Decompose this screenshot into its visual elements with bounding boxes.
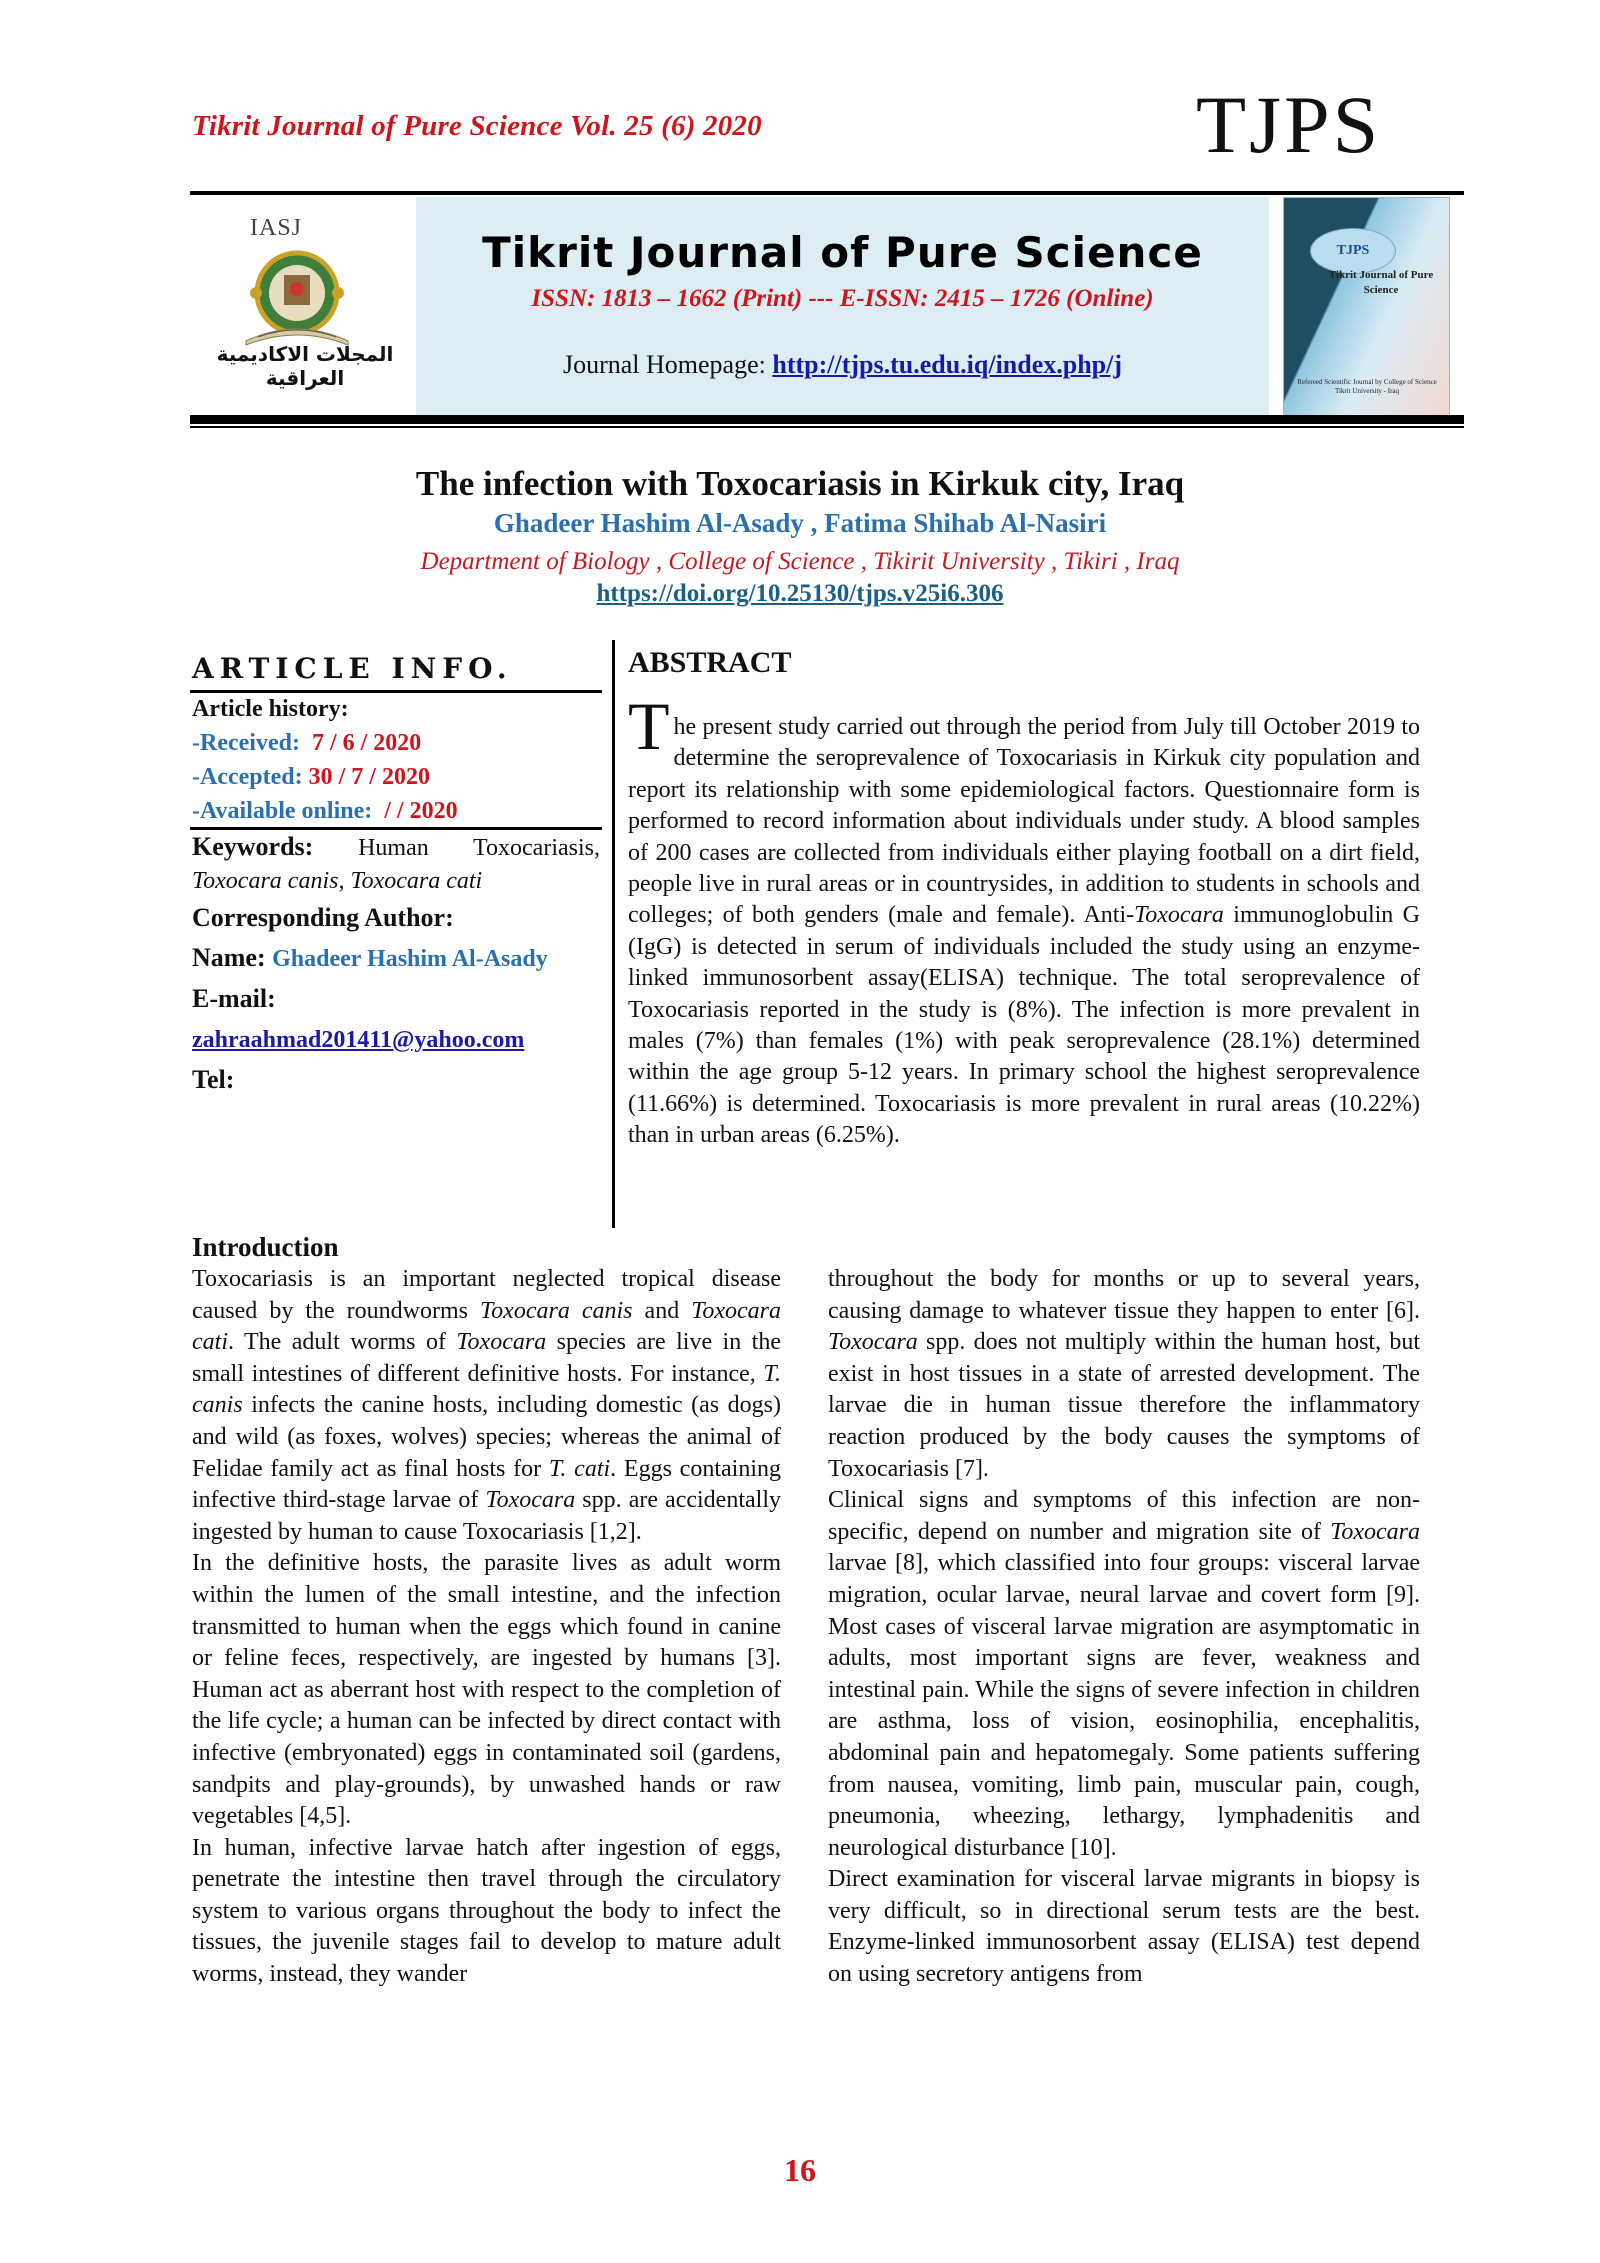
cover-oval-label: TJPS <box>1310 228 1396 274</box>
iasj-emblem-icon <box>238 245 356 353</box>
keywords-line1: Human Toxocariasis, <box>358 835 600 861</box>
journal-homepage <box>416 350 1269 380</box>
keywords-line2: Toxocara canis, Toxocara cati <box>192 868 483 894</box>
received-date: 7 / 6 / 2020 <box>311 730 422 756</box>
running-head: Tikrit Journal of Pure Science Vol. 25 (6) 2020 <box>192 110 762 142</box>
name-label: Name: <box>192 943 266 972</box>
homepage-label: Journal Homepage: <box>562 350 773 379</box>
article-title: The infection with Toxocariasis in Kirkuk city, Iraq <box>415 464 1185 503</box>
article-affiliation: Department of Biology , College of Science , Tikirit University , Tikiri , Iraq <box>420 548 1180 575</box>
article-doi <box>0 580 1600 608</box>
iasj-logo-label: IASJ <box>250 215 303 241</box>
cover-title: Tikrit Journal of Pure Science <box>1328 269 1434 296</box>
intro-paragraph: Toxocariasis is an important neglected tropical disease caused by the roundworms Toxocara canis and Toxocara cati. The adult worms of Toxocara species are live in the small intestines of different definitive hosts. For instance, T. canis infects the canine hosts, including domestic (as dogs) and wild (as foxes, wolves) species; whereas the animal of Felidae family act as final hosts for T. cati. Eggs containing infective third-stage larvae of Toxocara spp. are accidentally ingested by human to cause Toxocariasis [1,2]. <box>192 1266 782 1545</box>
intro-paragraph: throughout the body for months or up to several years, causing damage to whatever tissue they happen to enter [6]. Toxocara spp. does not multiply within the human host, but exist in host tissues in a state of arrested development. The larvae die in human tissue therefore the inflammatory reaction produced by the body causes the symptoms of Toxocariasis [7]. <box>828 1266 1420 1482</box>
email-label: E-mail: <box>192 984 276 1013</box>
column-divider <box>612 640 615 1228</box>
article-info-heading: ARTICLE INFO. <box>192 652 513 685</box>
author-name: Ghadeer Hashim Al-Asady <box>272 946 548 972</box>
article-history <box>192 692 600 828</box>
iasj-arabic-label: المجلات الاكاديمية العراقية <box>216 342 394 390</box>
intro-paragraph: Direct examination for visceral larvae migrants in biopsy is very difficult, so in directional serum tests are the best. Enzyme-linked immunosorbent assay (ELISA) test depend on using secretory antigens from <box>828 1866 1420 1988</box>
email-link[interactable]: zahraahmad201411@yahoo.com <box>192 1027 525 1053</box>
abstract-heading: ABSTRACT <box>628 646 792 679</box>
homepage-link[interactable]: http://tjps.tu.edu.iq/index.php/j <box>772 350 1123 379</box>
available-date: / / 2020 <box>384 798 458 824</box>
accepted-row: -Accepted: 30 / 7 / 2020 <box>192 764 430 790</box>
received-row: -Received: 7 / 6 / 2020 <box>192 730 422 756</box>
abstract-body: The present study carried out through the period from July till October 2019 to determine the seroprevalence of Toxocariasis in Kirkuk city population and report its relationship with some epidemiological factors. Questionnaire form is performed to record information about individuals under study. A blood samples of 200 cases are collected from individuals either playing football on a dirt field, people live in rural areas or in countrysides, in addition to students in schools and colleges; of both genders (male and female). Anti-Toxocara immunoglobulin G (IgG) is detected in serum of individuals included the study using an enzyme-linked immunosorbent assay(ELISA) technique. The total seroprevalence of Toxocariasis reported in the study is (8%). The infection is more prevalent in males (7%) than females (1%) with peak seroprevalence (28.1%) determined within the age group 5-12 years. In primary school the highest seroprevalence (11.66%) is determined. Toxocariasis is more prevalent in rural areas (10.22%) than in urban areas (6.25%). <box>628 688 1420 1149</box>
introduction-heading: Introduction <box>192 1232 339 1262</box>
banner-bottom-rule-thin <box>190 426 1464 428</box>
intro-paragraph: Clinical signs and symptoms of this infection are non-specific, depend on number and migration site of Toxocara larvae [8], which classified into four groups: visceral larvae migration, ocular larvae, neural larvae and covert form [9]. Most cases of visceral larvae migration are asymptomatic in adults, most important signs are fever, weakness and intestinal pain. While the signs of severe infection in children are asthma, loss of vision, eosinophilia, encephalitis, abdominal pain and hepatomegaly. Some patients suffering from nausea, vomiting, limb pain, muscular pain, cough, pneumonia, wheezing, lethargy, lymphadenitis and neurological disturbance [10]. <box>828 1487 1420 1861</box>
intro-paragraph: In human, infective larvae hatch after ingestion of eggs, penetrate the intestine then travel through the circulatory system to various organs throughout the body to infect the tissues, the juvenile stages fail to develop to mature adult worms, instead, they wander <box>192 1834 781 1988</box>
article-authors: Ghadeer Hashim Al-Asady , Fatima Shihab Al-Nasiri <box>493 508 1107 538</box>
corresponding-author <box>192 898 600 1100</box>
keywords <box>192 830 600 898</box>
corresponding-label: Corresponding Author: <box>192 903 454 932</box>
cover-footer: Refereed Scientific Journal by College of Science Tikrit University - Iraq <box>1297 378 1437 395</box>
journal-issn: ISSN: 1813 – 1662 (Print) --- E-ISSN: 2415 – 1726 (Online) <box>531 285 1154 312</box>
accepted-date: 30 / 7 / 2020 <box>308 764 430 790</box>
banner-bottom-rule <box>190 415 1464 424</box>
intro-paragraph: In the definitive hosts, the parasite lives as adult worm within the lumen of the small intestine, and the infection transmitted to human when the eggs which found in canine or feline feces, respectively, are ingested by humans [3]. Human act as aberrant host with respect to the completion of the life cycle; a human can be infected by direct contact with infective (embryonated) eggs in contaminated soil (gardens, sandpits and play-grounds), by unwashed hands or raw vegetables [4,5]. <box>192 1550 781 1830</box>
abstract-dropcap: T <box>628 688 670 764</box>
banner-top-rule <box>190 191 1464 195</box>
page-number: 16 <box>784 2152 816 2188</box>
journal-acronym: TJPS <box>1196 79 1382 170</box>
available-row: -Available online: / / 2020 <box>192 798 458 824</box>
tel-label: Tel: <box>192 1065 235 1094</box>
doi-link[interactable]: https://doi.org/10.25130/tjps.v25i6.306 <box>596 580 1004 607</box>
left-column <box>192 1264 781 1991</box>
history-label: Article history: <box>192 696 349 722</box>
keywords-label: Keywords: <box>192 832 314 861</box>
right-column <box>828 1264 1420 1991</box>
journal-name: Tikrit Journal of Pure Science <box>482 228 1203 277</box>
